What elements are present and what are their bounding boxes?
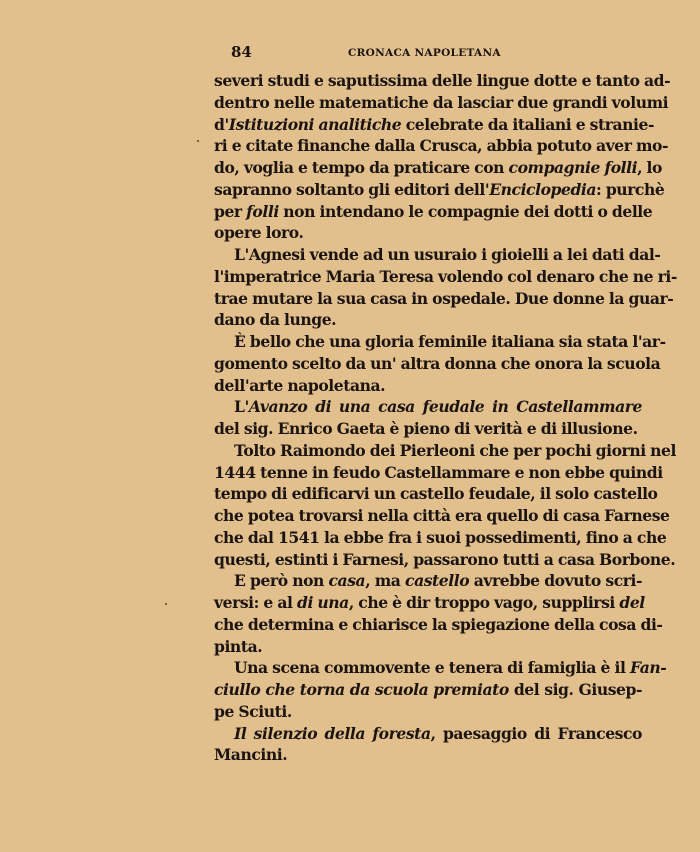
text-line	[214, 266, 677, 288]
italic-text: Fan-	[629, 658, 667, 678]
text-run: ri e citate finanche dalla Crusca, abbia potuto aver mo-	[214, 136, 669, 156]
text-run: trae mutare la sua casa in ospedale. Due donne la guar-	[214, 288, 674, 308]
text-line	[214, 483, 658, 505]
italic-text: castello	[405, 571, 470, 591]
text-run: , che è dir troppo vago, supplirsi	[348, 593, 620, 612]
text-line	[214, 222, 642, 244]
text-line	[214, 614, 663, 636]
text-run: pe Sciuti.	[214, 701, 292, 721]
text-line	[214, 505, 670, 527]
text-run: l'imperatrice Maria Teresa volendo col denaro che ne ri-	[214, 266, 677, 286]
scan-speck	[165, 603, 167, 605]
text-run: che dal 1541 la ebbe fra i suoi possedimenti, fino a che	[214, 527, 667, 547]
text-run: che potea trovarsi nella città era quello di casa Farnese	[214, 506, 670, 525]
text-run: del sig. Enrico Gaeta è pieno di verità e di illusione.	[214, 419, 638, 438]
text-line	[214, 701, 642, 723]
text-run: gomento scelto da un' altra donna che onora la scuola	[214, 353, 661, 373]
italic-text: ciullo che torna da scuola premiato	[214, 680, 509, 699]
text-run: d'	[214, 114, 229, 134]
text-line	[214, 201, 653, 223]
text-run: severi studi e saputissima delle lingue dotte e tanto ad-	[214, 71, 671, 90]
text-run: , paesaggio di Francesco	[430, 723, 642, 743]
text-run: sapranno soltanto gli editori dell'	[214, 179, 490, 199]
text-line	[214, 592, 645, 614]
paragraph-avanzo	[214, 396, 642, 440]
text-line	[214, 92, 669, 114]
paragraph-silenzio	[214, 723, 642, 767]
text-run: questi, estinti i Farnesi, passarono tutti a casa Borbone.	[214, 549, 676, 569]
italic-text: casa	[328, 571, 366, 591]
text-run: Mancini.	[214, 745, 288, 765]
text-line	[214, 157, 662, 179]
italic-text: Avanzo di una casa feudale in Castellammare	[248, 397, 642, 417]
text-run: opere loro.	[214, 223, 304, 243]
scan-speck	[197, 140, 199, 142]
text-run: , lo	[637, 158, 662, 177]
text-line	[214, 135, 669, 157]
italic-text: Istituzioni analitiche	[228, 114, 402, 134]
text-run: do, voglia e tempo da praticare con	[214, 158, 509, 177]
text-line	[214, 440, 676, 462]
italic-text: Enciclopedia	[489, 179, 597, 199]
italic-text: Il silenzio della foresta	[234, 723, 431, 743]
text-line	[214, 723, 642, 745]
text-run: L'	[234, 397, 249, 417]
text-run: E però non	[234, 571, 329, 591]
text-run: del sig. Giusep-	[508, 680, 642, 699]
text-run: celebrate da italiani e stranie-	[401, 114, 654, 134]
text-run: per	[214, 201, 247, 221]
text-run: dano da lunge.	[214, 310, 337, 330]
text-run: L'Agnesi vende ad un usuraio i gioielli a lei dati dal-	[234, 245, 661, 264]
paragraph-continuation	[214, 70, 671, 244]
text-run: tempo di edificarvi un castello feudale, il solo castello	[214, 484, 658, 504]
italic-text: folli	[246, 201, 279, 221]
text-line	[214, 527, 667, 549]
text-line	[214, 570, 642, 592]
text-run: 1444 tenne in feudo Castellammare e non ebbe quindi	[214, 462, 663, 482]
text-run: : purchè	[596, 179, 665, 199]
paragraph-raimondo	[214, 440, 676, 571]
body-text	[214, 70, 677, 766]
text-run: dell'arte napoletana.	[214, 375, 386, 395]
text-line	[214, 288, 674, 310]
text-line	[214, 70, 671, 92]
text-line	[214, 331, 666, 353]
page-number: 84	[231, 43, 252, 61]
paragraph-agnesi	[214, 244, 677, 331]
text-line	[214, 679, 642, 701]
text-run: non intendano le compagnie dei dotti o delle	[278, 201, 653, 221]
text-run: Tolto Raimondo dei Pierleoni che per pochi giorni nel	[234, 440, 676, 460]
text-line	[214, 657, 667, 679]
text-line	[214, 375, 642, 397]
text-line	[214, 244, 661, 266]
text-run: È bello che una gloria feminile italiana sia stata l'ar-	[234, 332, 666, 351]
paragraph-scena	[214, 657, 667, 722]
text-line	[214, 309, 642, 331]
running-head	[214, 40, 642, 62]
text-run: , ma	[365, 571, 406, 591]
text-run: Una scena commovente e tenera di famiglia è il	[234, 658, 630, 678]
text-run: avrebbe dovuto scri-	[469, 571, 643, 591]
text-run: versi: e al	[214, 593, 297, 612]
text-run: che determina e chiarisce la spiegazione della cosa di-	[214, 614, 663, 634]
text-line	[214, 396, 642, 418]
text-line	[214, 636, 642, 658]
text-line	[214, 114, 654, 136]
text-line	[214, 353, 661, 375]
text-line	[214, 179, 665, 201]
text-line	[214, 462, 663, 484]
italic-text: compagnie folli	[508, 158, 638, 177]
text-run: pinta.	[214, 636, 263, 656]
text-line	[214, 549, 676, 571]
book-page	[214, 40, 677, 766]
text-run: dentro nelle matematiche da lasciar due grandi volumi	[214, 92, 669, 112]
text-line	[214, 744, 642, 766]
paragraph-pero	[214, 570, 663, 657]
italic-text: di una	[297, 593, 349, 612]
running-title: CRONACA NAPOLETANA	[348, 47, 501, 59]
italic-text: del	[619, 593, 645, 612]
text-line	[214, 418, 642, 440]
paragraph-gloria	[214, 331, 666, 396]
